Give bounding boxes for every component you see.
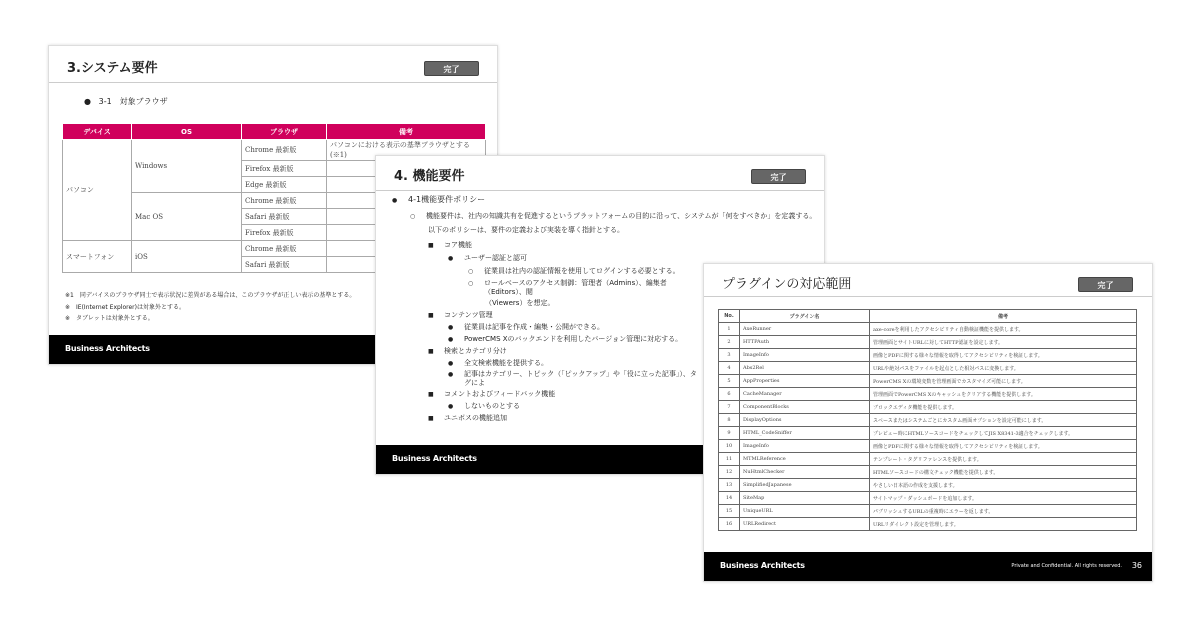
bullet-icon: ■ xyxy=(428,312,434,319)
confidential-notice: Private and Confidential. All rights reserved. xyxy=(1011,563,1122,569)
list-text: 記事はカテゴリー、トピック（「ピックアップ」や「役に立った記事」）、タグによ xyxy=(464,370,697,387)
no-cell: 11 xyxy=(719,453,740,466)
list-text: 従業員は社内の認証情報を使用してログインする必要とする。 xyxy=(484,267,680,275)
list-text: ロールベースのアクセス制御：管理者（Admins）、編集者（Editors）、閲 xyxy=(484,279,667,296)
remark-cell: プレビュー時にHTMLソースコードをチェックしてJIS X8341-3適合をチェックします。 xyxy=(870,427,1137,440)
device-cell: スマートフォン xyxy=(63,241,132,273)
bullet-icon: ○ xyxy=(468,280,474,287)
slide-title: 4. 機能要件 xyxy=(394,169,465,184)
list-item xyxy=(428,240,472,250)
plugin-name-cell: SiteMap xyxy=(740,492,870,505)
list-item xyxy=(448,334,682,344)
table-row xyxy=(719,349,1137,362)
list-item xyxy=(468,266,680,276)
remark-cell: テンプレート・タグリファレンスを提供します。 xyxy=(870,453,1137,466)
list-text: PowerCMS Xのバックエンドを利用したバージョン管理に対応する。 xyxy=(464,335,683,343)
list-item xyxy=(468,279,698,297)
list-item xyxy=(428,346,507,356)
bullet-icon: ● xyxy=(448,336,454,343)
list-text: 従業員は記事を作成・編集・公開ができる。 xyxy=(464,323,604,331)
bullet-icon: ■ xyxy=(428,391,434,398)
table-row xyxy=(719,453,1137,466)
browser-cell: Chrome 最新版 xyxy=(242,193,327,209)
device-cell: パソコン xyxy=(63,140,132,241)
list-text: コメントおよびフィードバック機能 xyxy=(444,390,556,398)
bullet-icon: ○ xyxy=(410,213,416,220)
list-item xyxy=(410,211,816,221)
table-row xyxy=(719,323,1137,336)
bullet-icon: ● xyxy=(448,255,454,262)
done-button[interactable]: 完了 xyxy=(424,61,479,76)
list-item xyxy=(428,225,624,235)
list-item xyxy=(428,389,555,399)
table-row xyxy=(719,427,1137,440)
plugin-name-cell: ComponentBlocks xyxy=(740,401,870,414)
no-cell: 3 xyxy=(719,349,740,362)
remark-cell: 画像とPDFに関する様々な情報を取得してアクセシビリティを検証します。 xyxy=(870,349,1137,362)
bullet-icon: ● xyxy=(448,403,454,410)
no-cell: 14 xyxy=(719,492,740,505)
bullet-icon: ● xyxy=(392,197,398,204)
plugin-name-cell: MTMLReference xyxy=(740,453,870,466)
section-heading: 3-1 対象ブラウザ xyxy=(98,97,168,106)
slide-title: 3.システム要件 xyxy=(67,61,158,76)
remark-cell: パソコンにおける表示の基準ブラウザとする(※1) xyxy=(327,140,486,161)
list-item xyxy=(448,253,527,263)
business-architects-logo: Business Architects xyxy=(720,561,805,570)
plugin-name-cell: AppProperties xyxy=(740,375,870,388)
os-cell: iOS xyxy=(132,241,242,273)
remark-cell: axe-coreを利用したアクセシビリティ自動検証機能を提供します。 xyxy=(870,323,1137,336)
header-browser: ブラウザ xyxy=(242,124,327,140)
remark-cell: 管理画面とサイトURLに対してHTTP認証を設定します。 xyxy=(870,336,1137,349)
table-row xyxy=(719,492,1137,505)
no-cell: 12 xyxy=(719,466,740,479)
table-row xyxy=(719,479,1137,492)
bullet-icon: ● xyxy=(448,360,454,367)
plugin-name-cell: HTML_CodeSniffer xyxy=(740,427,870,440)
remark-cell: URLリダイレクト設定を管理します。 xyxy=(870,518,1137,531)
plugin-name-cell: ImageInfo xyxy=(740,349,870,362)
list-item xyxy=(448,370,698,388)
no-cell: 9 xyxy=(719,427,740,440)
slide-title: プラグインの対応範囲 xyxy=(722,277,852,292)
footnote: ※ タブレットは対象外とする。 xyxy=(65,315,154,322)
list-item xyxy=(448,401,520,411)
done-button[interactable]: 完了 xyxy=(751,169,806,184)
table-row xyxy=(719,505,1137,518)
plugin-name-cell: SimplifiedJapanese xyxy=(740,479,870,492)
remark-cell: やさしい日本語の作成を支援します。 xyxy=(870,479,1137,492)
list-text: ユニボスの機能追加 xyxy=(444,414,507,422)
no-cell: 4 xyxy=(719,362,740,375)
bullet-icon: ○ xyxy=(468,268,474,275)
remark-cell: 管理画面でPowerCMS Xのキャッシュをクリアする機能を提供します。 xyxy=(870,388,1137,401)
footnote: ※ IE(Internet Explorer)は対象外とする。 xyxy=(65,304,185,311)
plugin-name-cell: ImageInfo xyxy=(740,440,870,453)
header-no: No. xyxy=(719,310,740,323)
header-plugin-name: プラグイン名 xyxy=(740,310,870,323)
no-cell: 6 xyxy=(719,388,740,401)
header-remarks: 備考 xyxy=(870,310,1137,323)
done-button[interactable]: 完了 xyxy=(1078,277,1133,292)
list-item xyxy=(428,310,493,320)
no-cell: 7 xyxy=(719,401,740,414)
list-text: 4-1機能要件ポリシー xyxy=(408,195,486,204)
slide-plugin-scope xyxy=(703,263,1153,582)
header-remarks: 備考 xyxy=(327,124,486,140)
browser-cell: Edge 最新版 xyxy=(242,177,327,193)
table-row xyxy=(719,414,1137,427)
list-text: 検索とカテゴリ分け xyxy=(444,347,507,355)
no-cell: 2 xyxy=(719,336,740,349)
no-cell: 16 xyxy=(719,518,740,531)
table-row xyxy=(719,336,1137,349)
remark-cell: 画像とPDFに関する様々な情報を取得してアクセシビリティを検証します。 xyxy=(870,440,1137,453)
browser-cell: Firefox 最新版 xyxy=(242,225,327,241)
plugin-name-cell: CacheManager xyxy=(740,388,870,401)
plugin-name-cell: NuHtmlChecker xyxy=(740,466,870,479)
header-os: OS xyxy=(132,124,242,140)
browser-cell: Safari 最新版 xyxy=(242,209,327,225)
list-item xyxy=(485,298,554,308)
list-text: 以下のポリシーは、要件の定義および実装を導く指針とする。 xyxy=(428,226,624,234)
no-cell: 10 xyxy=(719,440,740,453)
list-text: （Viewers）を想定。 xyxy=(485,299,555,307)
table-row xyxy=(719,362,1137,375)
browser-cell: Chrome 最新版 xyxy=(242,140,327,161)
list-text: 機能要件は、社内の知識共有を促進するというプラットフォームの目的に沿って、システムが「何をすべきか」を定義する。 xyxy=(426,212,817,220)
table-row xyxy=(719,388,1137,401)
plugin-name-cell: DisplayOptions xyxy=(740,414,870,427)
bullet-icon: ■ xyxy=(428,415,434,422)
plugin-name-cell: UniqueURL xyxy=(740,505,870,518)
browser-cell: Firefox 最新版 xyxy=(242,161,327,177)
remark-cell: URLや絶対パスをファイルを起点とした相対パスに変換します。 xyxy=(870,362,1137,375)
bullet-icon: ■ xyxy=(428,348,434,355)
plugin-name-cell: Abs2Rel xyxy=(740,362,870,375)
list-text: 全文検索機能を提供する。 xyxy=(464,359,548,367)
os-cell: Mac OS xyxy=(132,193,242,241)
no-cell: 5 xyxy=(719,375,740,388)
plugin-name-cell: URLRedirect xyxy=(740,518,870,531)
list-item xyxy=(428,413,507,423)
table-row xyxy=(719,440,1137,453)
bullet-icon: ● xyxy=(448,371,454,378)
list-item xyxy=(448,322,604,332)
plugin-table xyxy=(718,309,1137,531)
plugin-name-cell: AxeRunner xyxy=(740,323,870,336)
table-row xyxy=(719,518,1137,531)
remark-cell: ブロックエディタ機能を提供します。 xyxy=(870,401,1137,414)
remark-cell: スペースまたはシステムごとにカスタム画面オプションを設定可能にします。 xyxy=(870,414,1137,427)
browser-cell: Safari 最新版 xyxy=(242,257,327,273)
table-row xyxy=(719,401,1137,414)
no-cell: 15 xyxy=(719,505,740,518)
remark-cell: サイトマップ・ダッシュボードを追加します。 xyxy=(870,492,1137,505)
list-text: ユーザー認証と認可 xyxy=(464,254,527,262)
list-item xyxy=(392,194,485,205)
bullet-icon: ■ xyxy=(428,242,434,249)
list-item xyxy=(448,358,548,368)
business-architects-logo: Business Architects xyxy=(392,454,477,463)
header-device: デバイス xyxy=(63,124,132,140)
os-cell: Windows xyxy=(132,140,242,193)
list-text: コア機能 xyxy=(444,241,472,249)
table-row xyxy=(719,466,1137,479)
bullet-icon: ● xyxy=(448,324,454,331)
page-number: 36 xyxy=(1131,561,1142,570)
no-cell: 1 xyxy=(719,323,740,336)
list-text: コンテンツ管理 xyxy=(444,311,493,319)
slide-footer xyxy=(704,552,1152,581)
list-text: しないものとする xyxy=(464,402,520,410)
plugin-name-cell: HTTPAuth xyxy=(740,336,870,349)
browser-cell: Chrome 最新版 xyxy=(242,241,327,257)
no-cell: 8 xyxy=(719,414,740,427)
section-bullet: ● 3-1 対象ブラウザ xyxy=(84,97,168,106)
remark-cell: HTMLソースコードの構文チェック機能を提供します。 xyxy=(870,466,1137,479)
table-row xyxy=(719,375,1137,388)
remark-cell: パブリッシュするURLの重複時にエラーを返します。 xyxy=(870,505,1137,518)
footnote: ※1 同デバイスのブラウザ同士で表示状況に差異がある場合は、このブラウザが正しい表示の基準とする。 xyxy=(65,292,356,299)
remark-cell: PowerCMS Xの環境変数を管理画面でカスタマイズ可能にします。 xyxy=(870,375,1137,388)
business-architects-logo: Business Architects xyxy=(65,344,150,353)
no-cell: 13 xyxy=(719,479,740,492)
